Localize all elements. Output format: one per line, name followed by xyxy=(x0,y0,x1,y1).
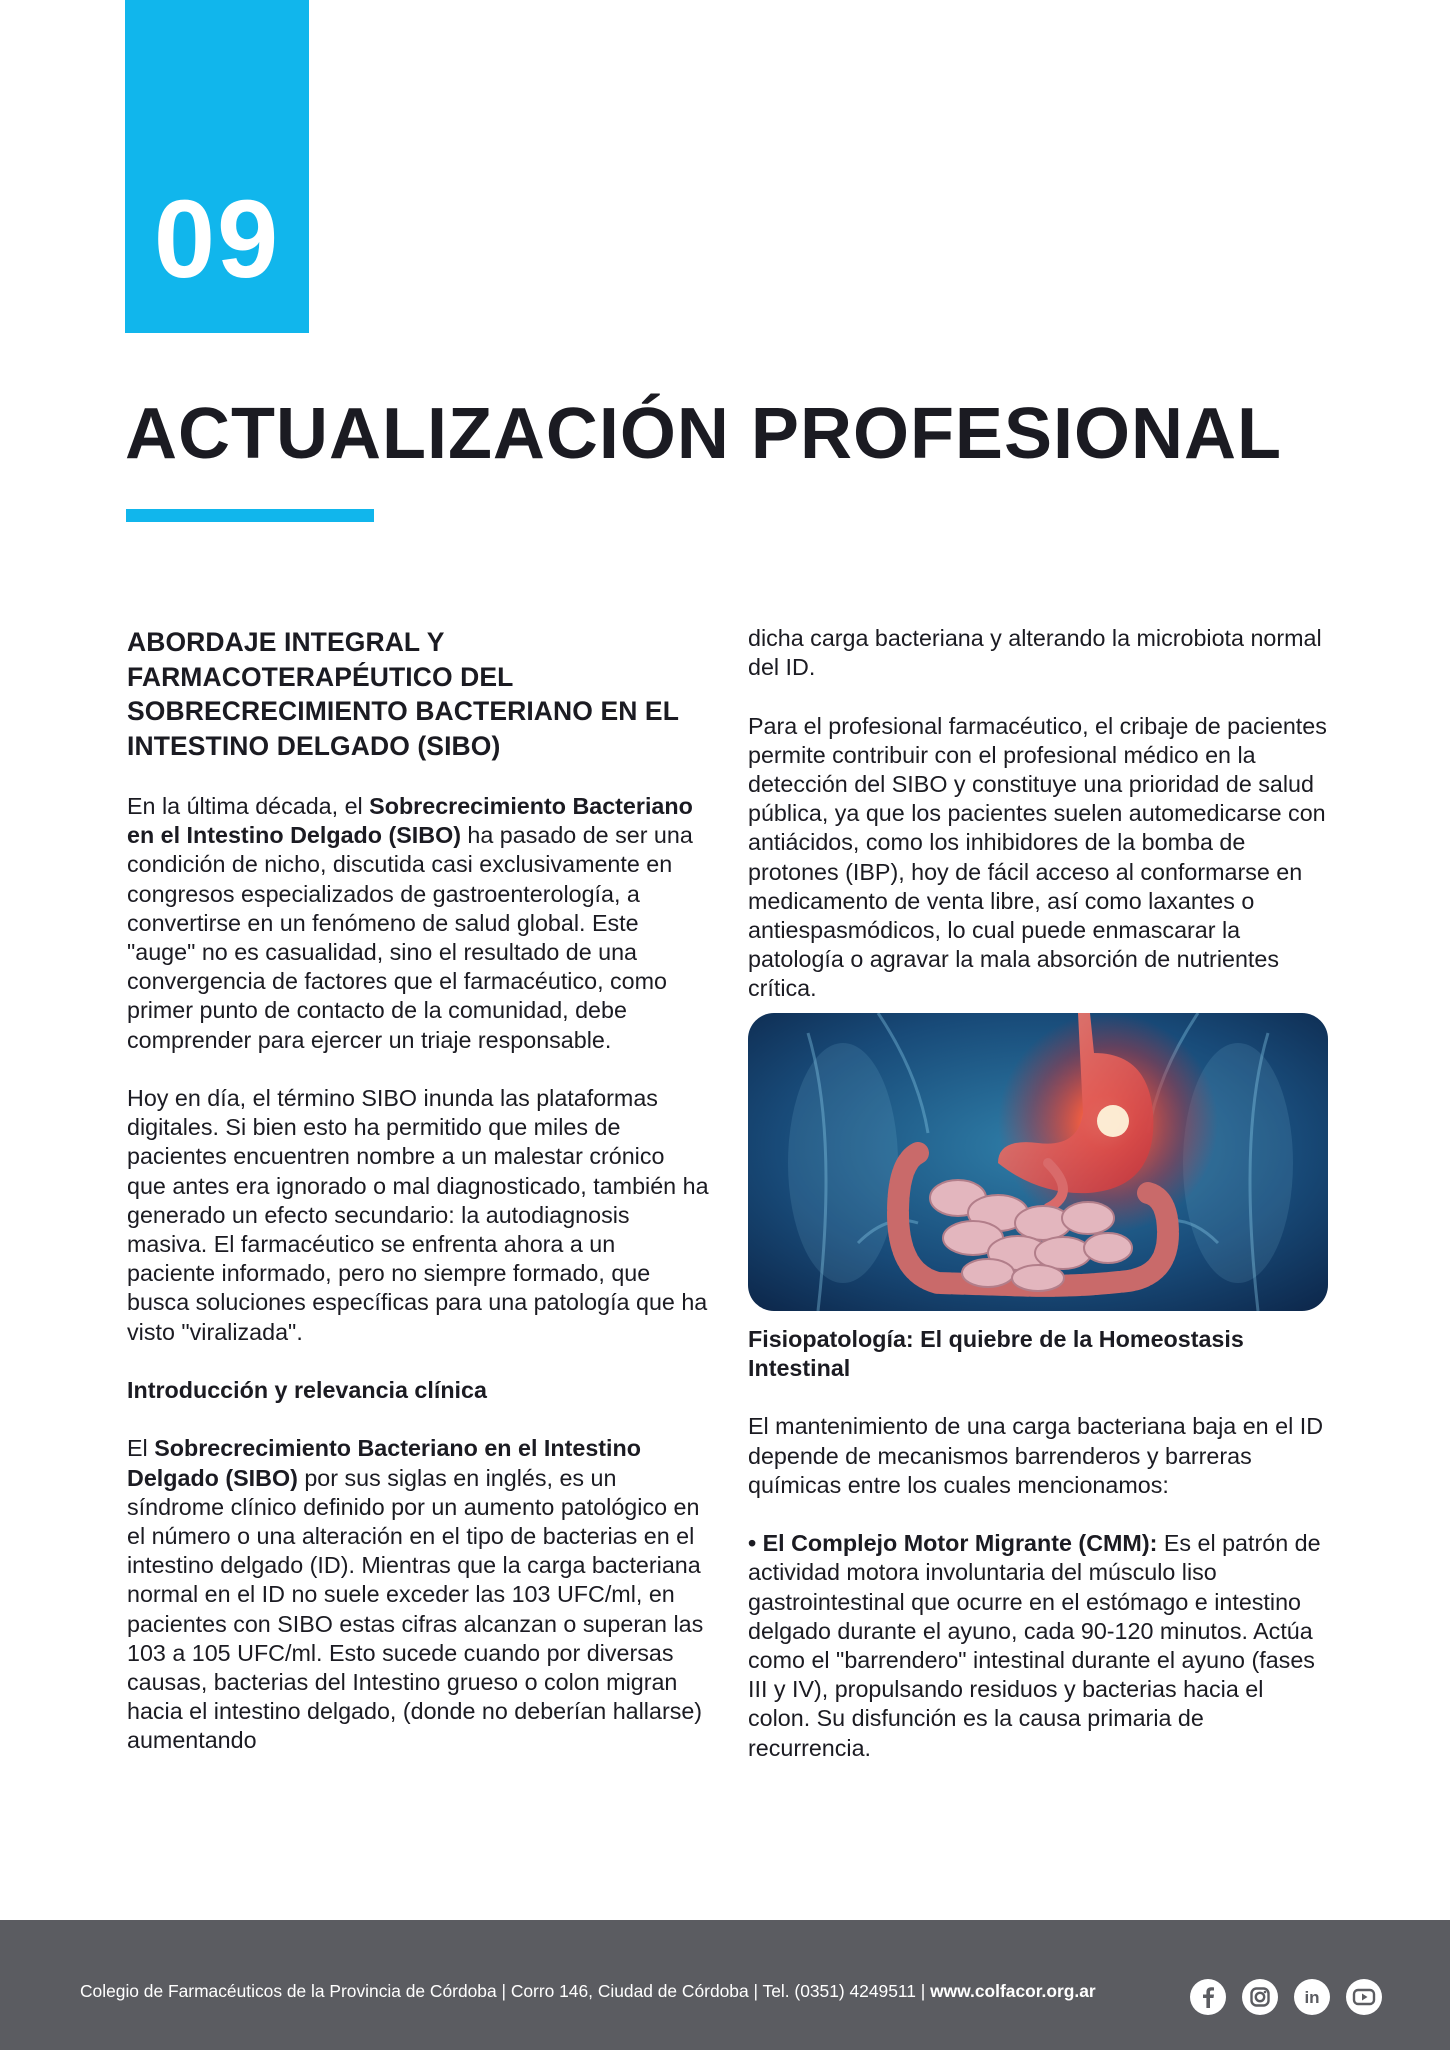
context-paragraph: Hoy en día, el término SIBO inunda las plataformas digitales. Si bien esto ha permitido que miles de pacientes encuentren nombre a un malestar crónico que antes era ignorado o mal diagnosticado, también ha generado un efecto secundario: la autodiagnosis masiva. El farmacéutico se enfrenta ahora a un paciente informado, pero no siempre formado, que busca soluciones específicas para una patología que ha visto "viralizada". xyxy=(127,1085,709,1345)
title-underline xyxy=(126,509,374,522)
footer-address: Colegio de Farmacéuticos de la Provincia de Córdoba | Corro 146, Ciudad de Córdoba | Tel. (0351) 4249511 | xyxy=(80,1981,931,2001)
issue-number-box xyxy=(125,0,309,333)
linkedin-icon[interactable] xyxy=(1294,1979,1330,2015)
subheading-intro: Introducción y relevancia clínica xyxy=(127,1377,487,1404)
issue-number: 09 xyxy=(153,178,281,301)
svg-text:in: in xyxy=(1304,1988,1320,2007)
section-title: ACTUALIZACIÓN PROFESIONAL xyxy=(125,394,1282,474)
article-heading: ABORDAJE INTEGRAL Y FARMACOTERAPÉUTICO DEL SOBRECRECIMIENTO BACTERIANO EN EL INTESTINO DELGADO (SIBO) xyxy=(127,627,679,761)
intro-paragraph xyxy=(127,792,709,1055)
pharmacist-paragraph: Para el profesional farmacéutico, el cribaje de pacientes permite contribuir con el profesional médico en la detección del SIBO y constituye una prioridad de salud pública, ya que los pacientes suelen automedicarse con antiácidos, como los inhibidores de la bomba de protones (IBP), hoy de fácil acceso al conformarse en medicamento de venta libre, así como laxantes o antiespasmódicos, lo cual puede enmascarar la patología o agravar la mala absorción de nutrientes crítica. xyxy=(748,712,1327,1002)
facebook-icon[interactable] xyxy=(1190,1979,1226,2015)
continuation-paragraph: dicha carga bacteriana y alterando la microbiota normal del ID. xyxy=(748,625,1322,681)
cmm-bold: • El Complejo Motor Migrante (CMM): xyxy=(748,1530,1158,1557)
cmm-rest: Es el patrón de actividad motora involuntaria del músculo liso gastrointestinal que ocurre en el estómago e intestino delgado durante el ayuno, cada 90-120 minutos. Actúa como el "barrendero" intestinal durante el ayuno (fases III y IV), propulsando residuos y bacterias hacia el colon. Su disfunción es la causa primaria de recurrencia. xyxy=(748,1530,1321,1761)
intro-rest: ha pasado de ser una condición de nicho, discutida casi exclusivamente en congresos especializados de gastroenterología, a convertirse en un fenómeno de salud global. Este "auge" no es casualidad, sino el resultado de una convergencia de factores que el farmacéutico, como primer punto de contacto de la comunidad, debe comprender para ejercer un triaje responsable. xyxy=(127,822,693,1053)
instagram-icon[interactable] xyxy=(1242,1979,1278,2015)
intro-lead: En la última década, el xyxy=(127,793,370,819)
digestive-system-image xyxy=(748,1013,1328,1311)
mechanisms-paragraph: El mantenimiento de una carga bacteriana baja en el ID depende de mecanismos barrenderos y barreras químicas entre los cuales mencionamos: xyxy=(748,1413,1324,1498)
youtube-icon[interactable] xyxy=(1346,1979,1382,2015)
definition-bold: Sobrecrecimiento Bacteriano en el Intestino Delgado (SIBO) xyxy=(127,1435,641,1491)
definition-paragraph xyxy=(127,1434,709,1755)
cmm-paragraph xyxy=(748,1529,1330,1763)
definition-lead: El xyxy=(127,1435,155,1462)
footer-contact xyxy=(80,1983,1096,2000)
left-column xyxy=(127,625,709,1785)
subheading-physiopathology: Fisiopatología: El quiebre de la Homeostasis Intestinal xyxy=(748,1325,1244,1382)
footer-website-link[interactable]: www.colfacor.org.ar xyxy=(930,1981,1096,2001)
intro-bold: Sobrecrecimiento Bacteriano en el Intestino Delgado (SIBO) xyxy=(127,793,693,849)
page-footer xyxy=(0,1920,1450,2050)
definition-rest: por sus siglas en inglés, es un síndrome clínico definido por un aumento patológico en el número o una alteración en el tipo de bacterias en el intestino delgado (ID). Mientras que la carga bacteriana normal en el ID no suele exceder las 103 UFC/ml, en pacientes con SIBO estas cifras alcanzan o superan las 103 a 105 UFC/ml. Esto sucede cuando por diversas causas, bacterias del Intestino grueso o colon migran hacia el intestino delgado, (donde no deberían hallarse) aumentando xyxy=(127,1464,704,1754)
right-column xyxy=(748,624,1330,1792)
